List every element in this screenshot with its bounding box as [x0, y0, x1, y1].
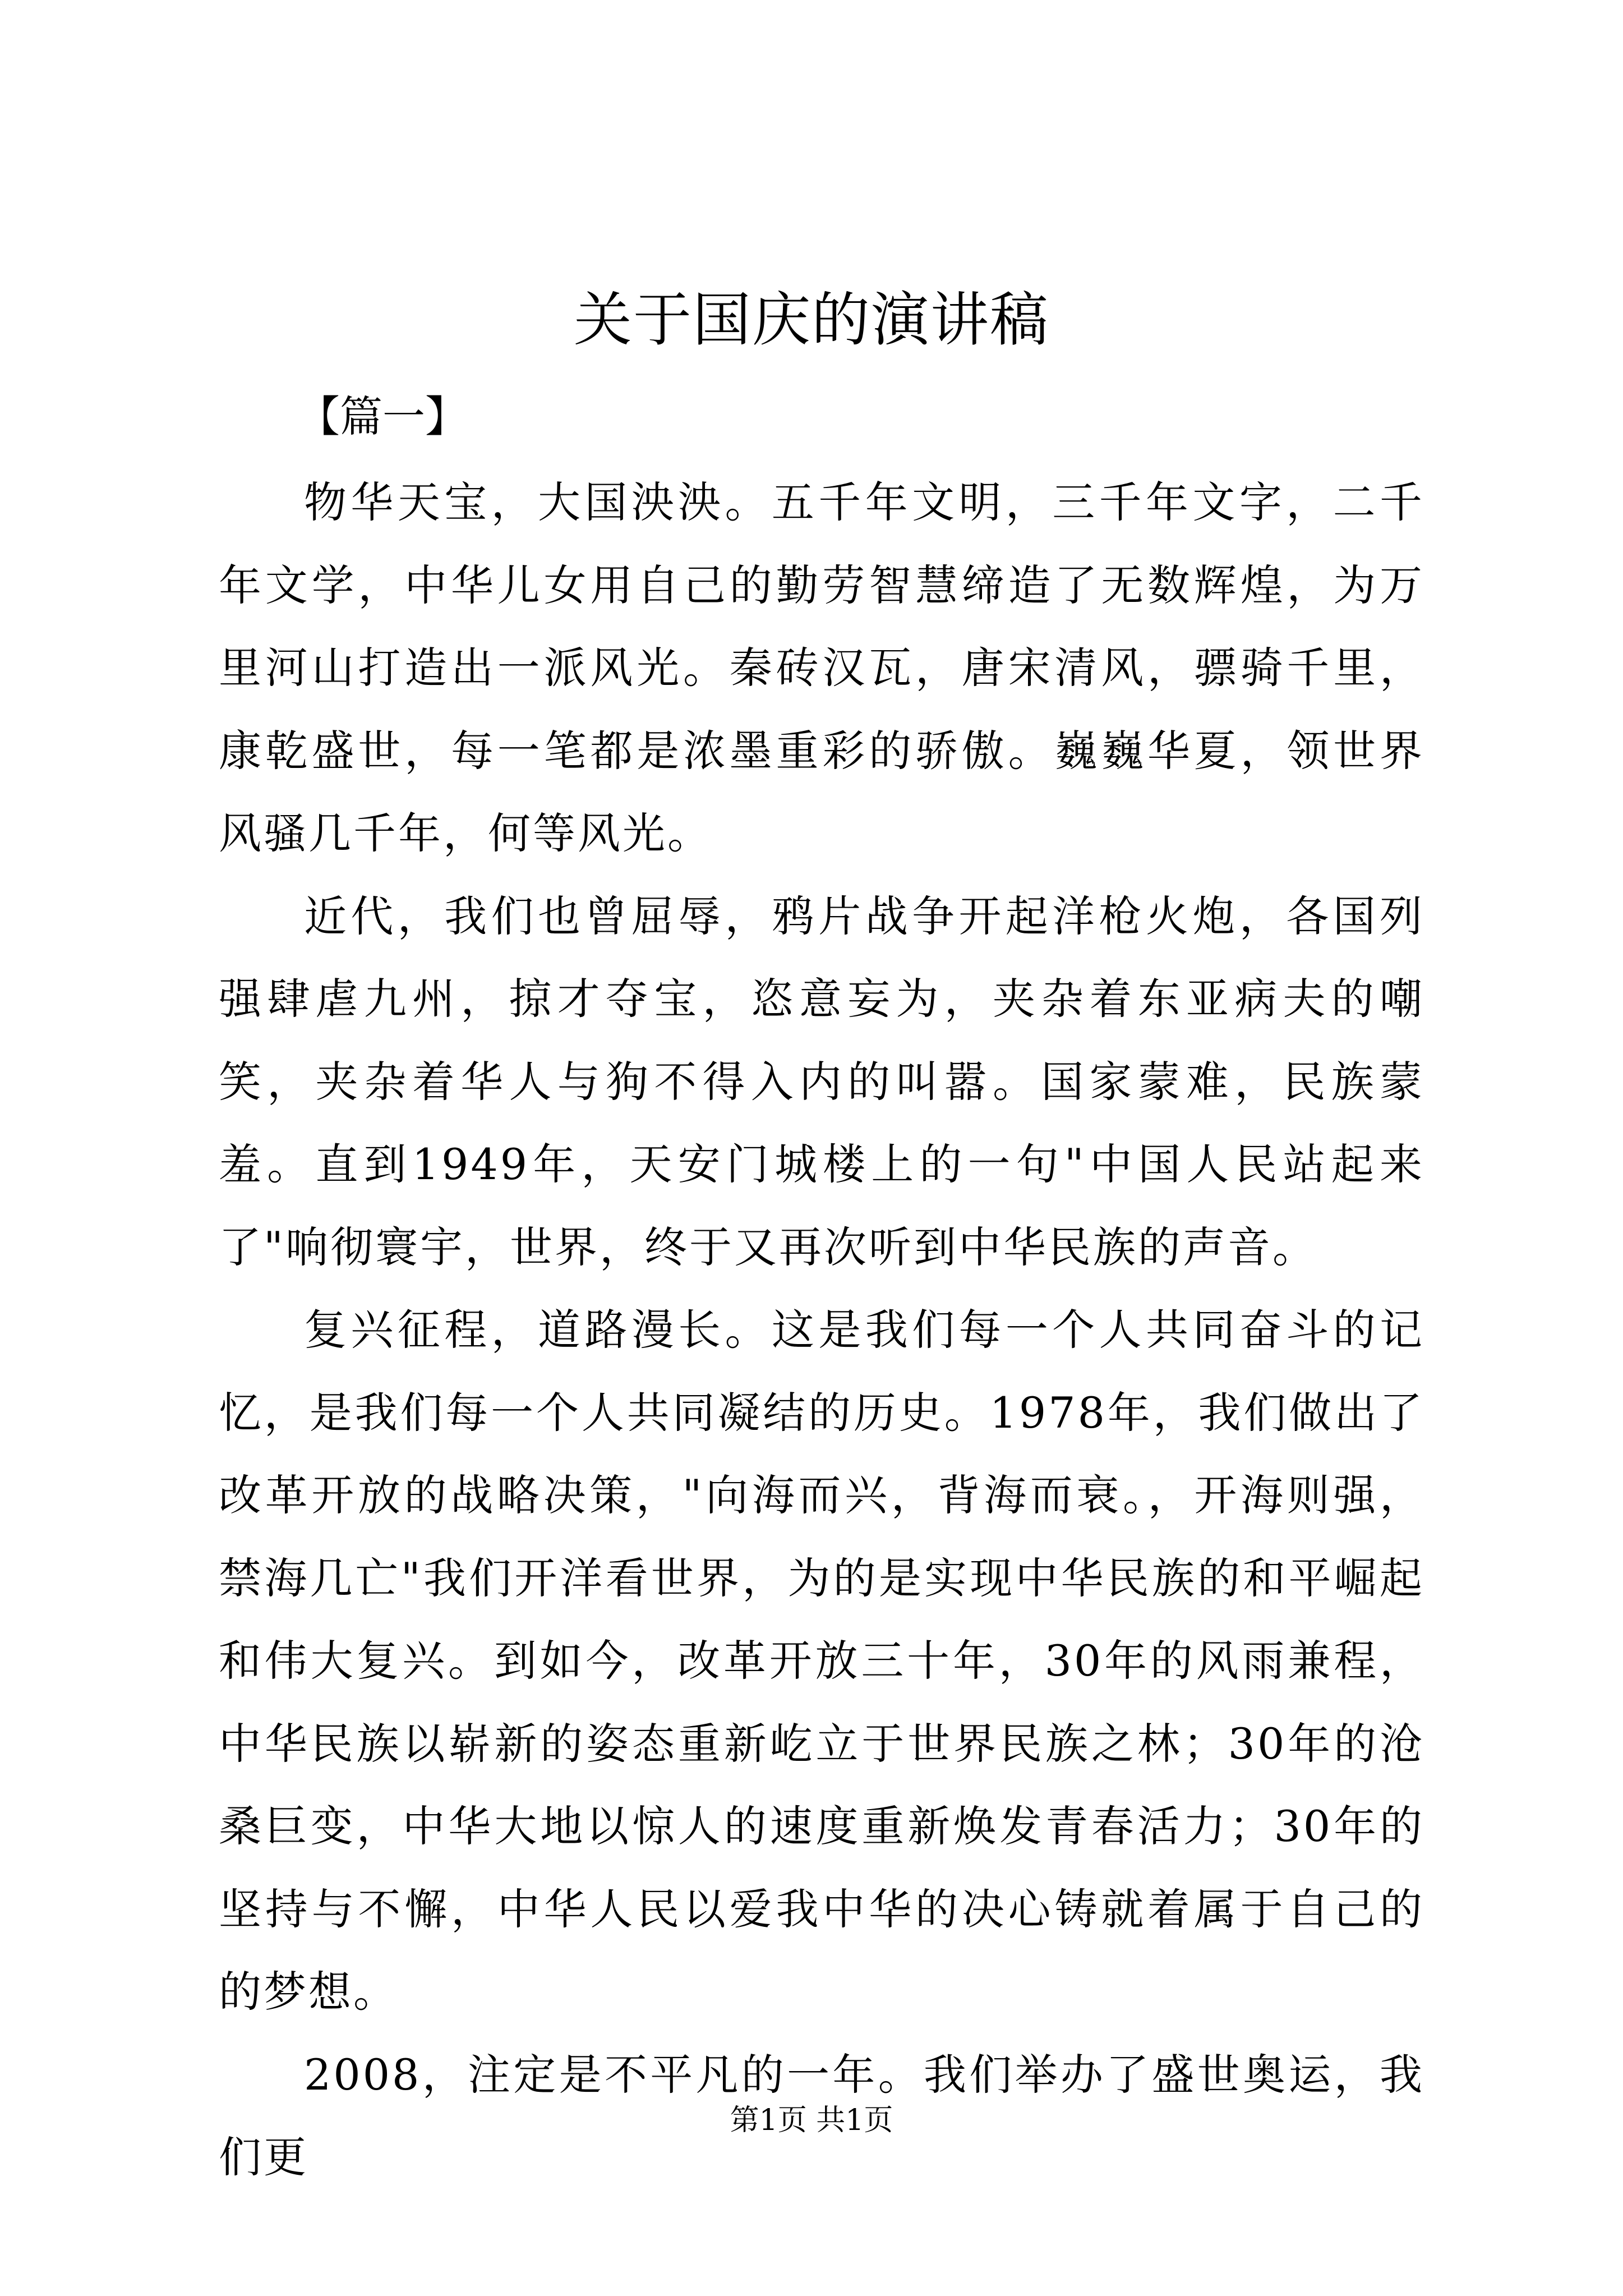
paragraph: 近代，我们也曾屈辱，鸦片战争开起洋枪火炮，各国列强肆虐九州，掠才夺宝，恣意妄为，夹杂着东亚病夫的嘲笑，夹杂着华人与狗不得入内的叫嚣。国家蒙难，民族蒙羞。直到1949年，天安门城楼上的一句"中国人民站起来了"响彻寰宇，世界，终于又再次听到中华民族的声音。	[219, 891, 1424, 1272]
page-footer: 第1页 共1页	[730, 2104, 893, 2137]
paragraph: 物华天宝，大国泱泱。五千年文明，三千年文字，二千年文学，中华儿女用自己的勤劳智慧缔造了无数辉煌，为万里河山打造出一派风光。秦砖汉瓦，唐宋清风，骠骑千里，康乾盛世，每一笔都是浓墨重彩的骄傲。巍巍华夏，领世界风骚几千年，何等风光。	[219, 477, 1424, 858]
document-title: 关于国庆的演讲稿	[573, 286, 1049, 354]
paragraph: 2008，注定是不平凡的一年。我们举办了盛世奥运，我们更	[219, 2049, 1424, 2182]
paragraph: 复兴征程，道路漫长。这是我们每一个人共同奋斗的记忆，是我们每一个人共同凝结的历史。1978年，我们做出了改革开放的战略决策，"向海而兴，背海而衰。，开海则强，禁海几亡"我们开洋看世界，为的是实现中华民族的和平崛起和伟大复兴。到如今，改革开放三十年，30年的风雨兼程，中华民族以崭新的姿态重新屹立于世界民族之林；30年的沧桑巨变，中华大地以惊人的速度重新焕发青春活力；30年的坚持与不懈，中华人民以爱我中华的决心铸就着属于自己的的梦想。	[219, 1305, 1424, 2017]
body-text	[219, 461, 1424, 2199]
section-label: 【篇一】	[297, 392, 468, 441]
